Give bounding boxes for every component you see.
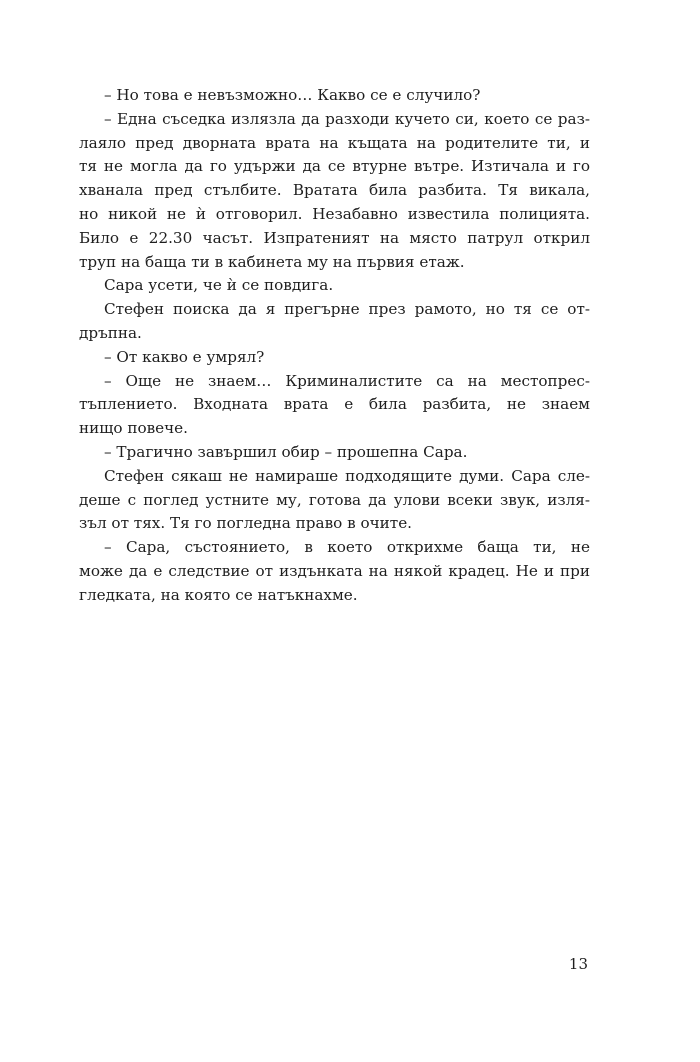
text-line: Стефен сякаш не намираше подходящите думи. Сара сле- bbox=[104, 466, 590, 485]
text-line: гледката, на която се натъкнахме. bbox=[79, 585, 358, 604]
text-line: – Трагично завършил обир – прошепна Сара. bbox=[104, 442, 468, 461]
text-line: – Една съседка излязла да разходи кучето си, което се раз- bbox=[104, 109, 590, 128]
text-line: хванала пред стълбите. Вратата била разбита. Тя викала, bbox=[79, 181, 590, 200]
text-line: труп на баща ти в кабинета му на първия етаж. bbox=[79, 252, 465, 271]
text-line: тъплението. Входната врата е била разбита, не знаем bbox=[79, 395, 590, 414]
text-line: деше с поглед устните му, готова да улови всеки звук, изля- bbox=[79, 490, 590, 509]
text-line: Сара усети, че ѝ се повдига. bbox=[104, 276, 334, 295]
body-text bbox=[79, 84, 590, 608]
text-line: – От какво е умрял? bbox=[104, 347, 265, 366]
text-line: нищо повече. bbox=[79, 419, 188, 438]
text-line: но никой не ѝ отговорил. Незабавно известила полицията. bbox=[79, 204, 590, 223]
text-line: – Но това е невъзможно… Какво се е случило? bbox=[104, 86, 481, 104]
text-line: тя не могла да го удържи да се втурне вътре. Изтичала и го bbox=[79, 157, 590, 176]
text-line: Стефен поиска да я прегърне през рамото, но тя се от- bbox=[104, 300, 590, 319]
text-line: може да е следствие от издънката на някой крадец. Не и при bbox=[79, 561, 590, 580]
text-line: – Още не знаем… Криминалистите са на местопрес- bbox=[104, 371, 590, 390]
text-line: зъл от тях. Тя го погледна право в очите. bbox=[79, 514, 413, 533]
text-line: – Сара, състоянието, в което открихме баща ти, не bbox=[104, 538, 590, 557]
text-line: Било е 22.30 часът. Изпратеният на място патрул открил bbox=[79, 228, 590, 247]
text-line: дръпна. bbox=[79, 323, 142, 342]
text-line: лаяло пред дворната врата на къщата на родителите ти, и bbox=[79, 133, 590, 152]
page-number: 13 bbox=[568, 955, 588, 973]
